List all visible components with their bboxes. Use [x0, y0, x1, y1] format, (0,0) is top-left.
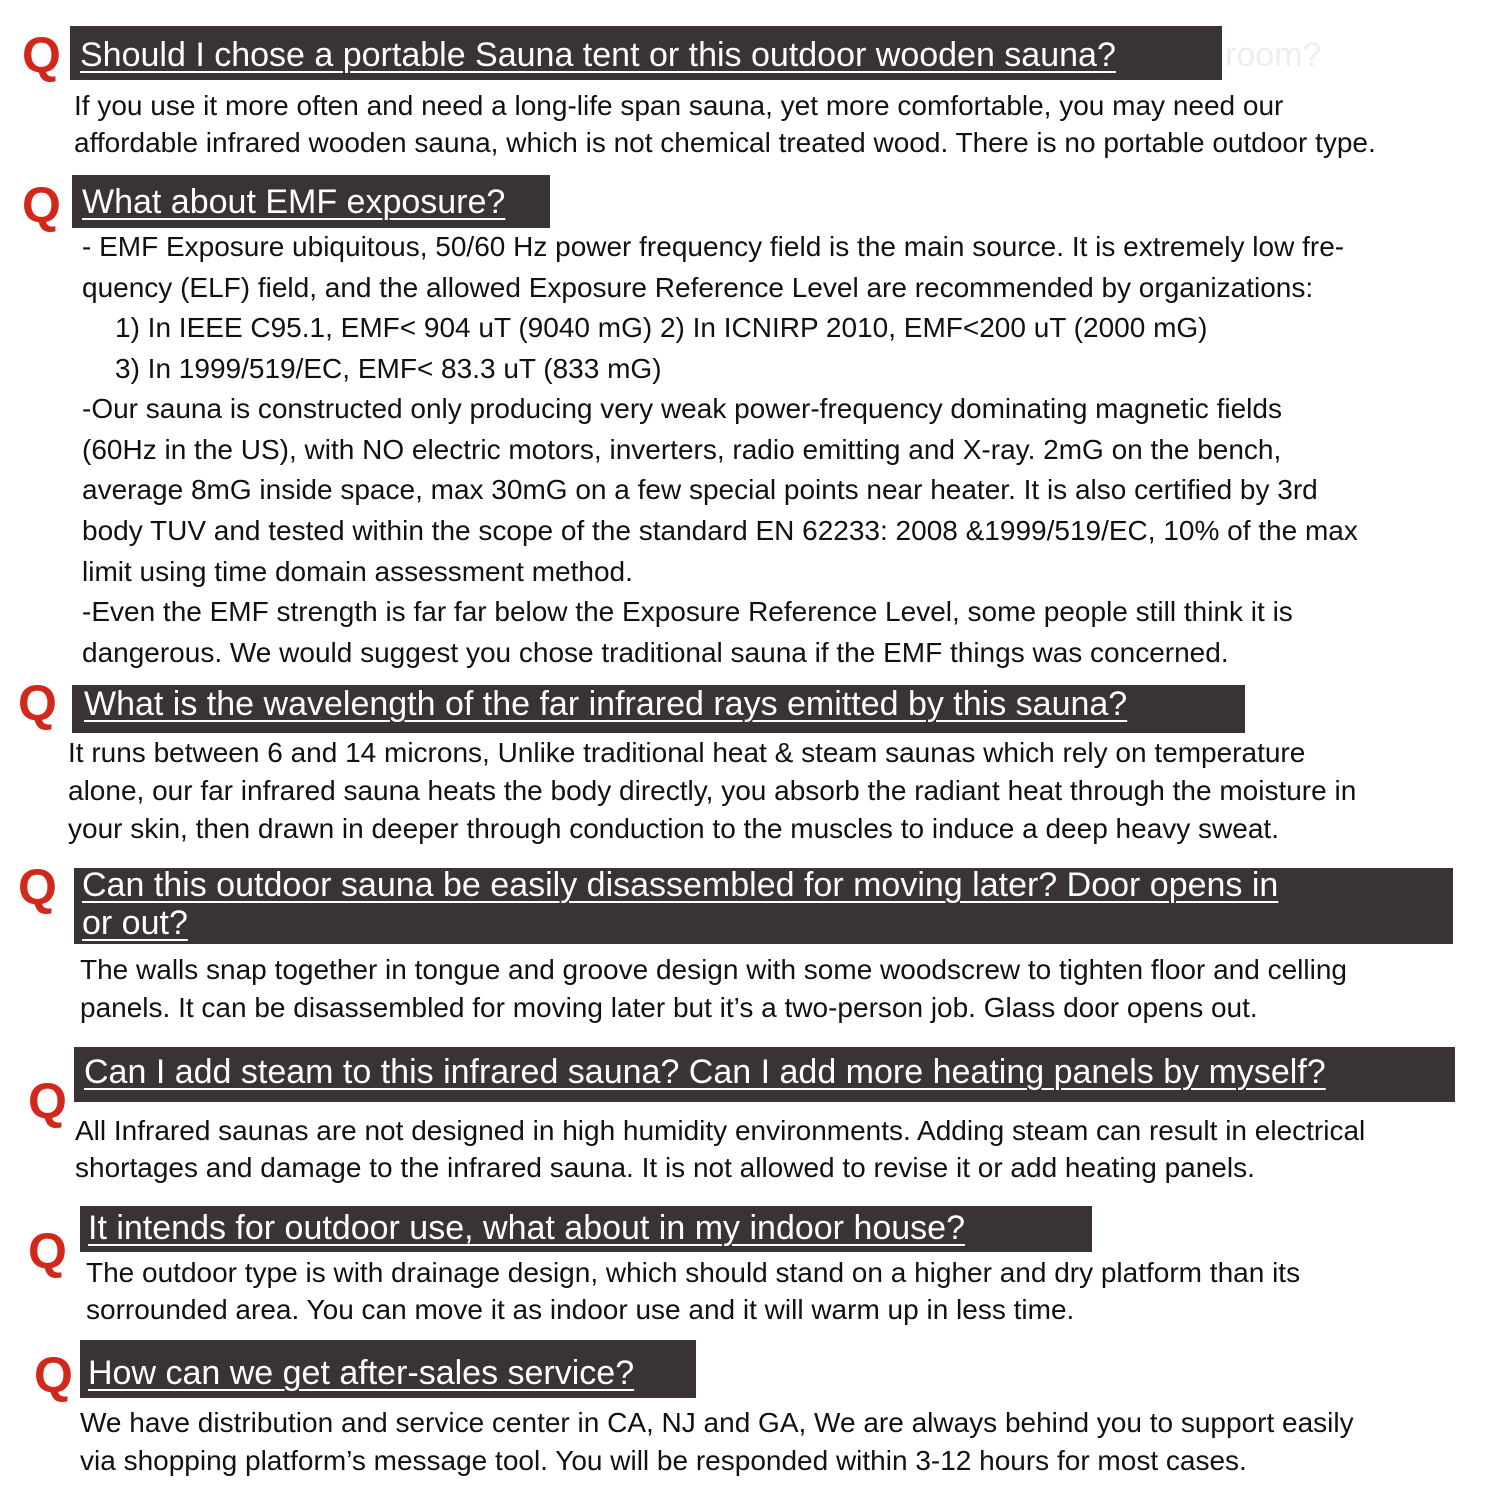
answer-line: limit using time domain assessment method. [82, 556, 633, 587]
answer-line: We have distribution and service center in CA, NJ and GA, We are always behind you to support easily [80, 1407, 1354, 1438]
q-icon: Q [18, 675, 57, 731]
answer-line: dangerous. We would suggest you chose traditional sauna if the EMF things was concerned. [82, 637, 1229, 668]
answer-line: affordable infrared wooden sauna, which is not chemical treated wood. There is no portable outdoor type. [74, 127, 1376, 158]
answer-line: average 8mG inside space, max 30mG on a few special points near heater. It is also certified by 3rd [82, 474, 1318, 505]
question-text: How can we get after-sales service? [88, 1354, 635, 1392]
answer-line: The outdoor type is with drainage design, which should stand on a higher and dry platform than its [86, 1257, 1301, 1288]
question-text: Should I chose a portable Sauna tent or this outdoor wooden sauna? [80, 36, 1116, 74]
q-icon: Q [28, 1073, 67, 1129]
q-icon: Q [34, 1347, 73, 1403]
answer-line: your skin, then drawn in deeper through conduction to the muscles to induce a deep heavy sweat. [68, 813, 1279, 844]
answer-line: shortages and damage to the infrared sauna. It is not allowed to revise it or add heating panels. [75, 1152, 1255, 1183]
q-icon: Q [22, 27, 61, 83]
answer-line: via shopping platform’s message tool. You will be responded within 3-12 hours for most cases. [80, 1445, 1247, 1476]
answer-line: - EMF Exposure ubiquitous, 50/60 Hz power frequency field is the main source. It is extremely low fre- [82, 231, 1345, 262]
question-text: Can this outdoor sauna be easily disassembled for moving later? Door opens in [82, 866, 1279, 904]
answer-line: -Our sauna is constructed only producing very weak power-frequency dominating magnetic fields [82, 393, 1282, 424]
question-text: or out? [82, 904, 188, 942]
answer-line: body TUV and tested within the scope of the standard EN 62233: 2008 &1999/519/EC, 10% of the max [82, 515, 1358, 546]
answer-line: If you use it more often and need a long-life span sauna, yet more comfortable, you may need our [74, 90, 1284, 121]
q-icon: Q [18, 859, 57, 915]
ghost-text: room? [1225, 36, 1322, 74]
question-text: What is the wavelength of the far infrared rays emitted by this sauna? [84, 685, 1128, 723]
answer-line: panels. It can be disassembled for moving later but it’s a two-person job. Glass door opens out. [80, 992, 1258, 1023]
answer-line: (60Hz in the US), with NO electric motors, inverters, radio emitting and X-ray. 2mG on the bench, [82, 434, 1282, 465]
question-text: Can I add steam to this infrared sauna? Can I add more heating panels by myself? [84, 1053, 1326, 1091]
answer-line: alone, our far infrared sauna heats the body directly, you absorb the radiant heat through the moisture in [68, 775, 1357, 806]
question-text: It intends for outdoor use, what about in my indoor house? [88, 1209, 965, 1247]
q-icon: Q [22, 177, 61, 233]
answer-line: It runs between 6 and 14 microns, Unlike traditional heat & steam saunas which rely on temperature [68, 737, 1306, 768]
answer-line: sorrounded area. You can move it as indoor use and it will warm up in less time. [86, 1294, 1075, 1325]
answer-line: -Even the EMF strength is far far below the Exposure Reference Level, some people still think it is [82, 596, 1293, 627]
answer-line: quency (ELF) field, and the allowed Exposure Reference Level are recommended by organizations: [82, 272, 1314, 303]
answer-line: 3) In 1999/519/EC, EMF< 83.3 uT (833 mG) [115, 353, 662, 384]
answer-line: All Infrared saunas are not designed in high humidity environments. Adding steam can result in electrical [75, 1115, 1366, 1146]
answer-line: 1) In IEEE C95.1, EMF< 904 uT (9040 mG) 2) In ICNIRP 2010, EMF<200 uT (2000 mG) [115, 312, 1208, 343]
q-icon: Q [28, 1223, 67, 1279]
answer-line: The walls snap together in tongue and groove design with some woodscrew to tighten floor and celling [80, 954, 1347, 985]
question-text: What about EMF exposure? [82, 183, 506, 221]
